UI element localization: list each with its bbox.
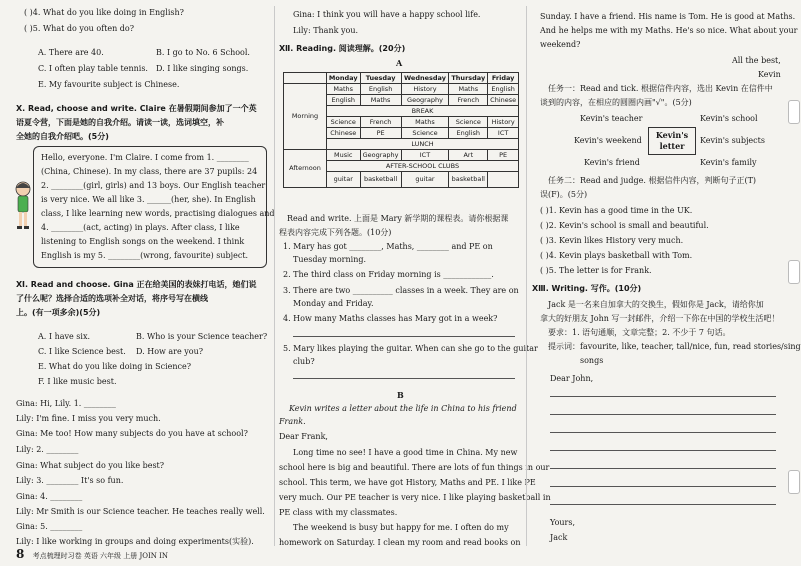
side-tab [788,260,800,284]
letter-line: Dear Frank, [279,432,328,441]
intro-textbox [33,146,267,268]
writing-line[interactable] [550,504,776,505]
tick-option[interactable]: Kevin's friend [584,158,640,167]
tick-option[interactable]: Kevin's teacher [580,114,643,123]
judge-item: ( )1. Kevin has a good time in the UK. [540,206,693,215]
judge-item: ( )3. Kevin likes History very much. [540,236,684,245]
dialog-line: Lily: I'm fine. I miss you very much. [16,414,161,423]
writing-line[interactable] [550,414,776,415]
question-line: ( )4. What do you like doing in English? [24,8,184,17]
question-line: ( )5. What do you often do? [24,24,135,33]
judge-item: ( )5. The letter is for Frank. [540,266,652,275]
part-a-label: A [396,58,403,68]
section-10-title: 全她的自我介绍吧。(5分) [16,132,109,141]
column-right [532,0,801,566]
dialog-line: Lily: Thank you. [293,26,359,35]
timetable-cell: French [449,95,488,106]
question-line: 1. Mary has got ________, Maths, ________ and PE on [283,242,493,251]
timetable-cell: Geography [360,150,401,161]
letter-intro: Kevin writes a letter about the life in China to his friend [289,404,517,413]
section-12-title: Ⅻ. Reading. 阅读理解。(20分) [279,44,406,53]
timetable-cell: Chinese [327,128,361,139]
column-divider [274,6,275,546]
task-1-title: 任务一：Read and tick. 根据信件内容，选出 Kevin 在信件中 [548,84,773,93]
section-13-title: ⅩⅢ. Writing. 写作。(10分) [532,284,642,293]
page-footer [16,547,168,561]
timetable-cell: History [401,84,449,95]
option: A. There are 40. [38,48,104,57]
page-number: 8 [16,547,25,561]
timetable-cell: Science [449,117,488,128]
dialog-line: Gina: Me too! How many subjects do you have at school? [16,429,248,438]
part-b-label: B [397,390,404,400]
letter-line: weekend? [540,40,581,49]
question-line: Monday and Friday. [293,299,374,308]
answer-line[interactable] [293,378,515,379]
letter-closing: All the best, [732,56,781,65]
column-left [16,0,275,566]
center-label: letter [659,141,685,151]
task-1-title: 谈到的内容，在相应的圆圈内画"√"。(5分) [540,98,692,107]
timetable-cell: ICT [401,150,449,161]
dialog-line: Gina: I think you will have a happy school life. [293,10,481,19]
letter-line: The weekend is busy but happy for me. I often do my [293,523,509,532]
letter-line: homework on Saturday. I clean my room and read books on [279,538,521,547]
option: E. My favourite subject is Chinese. [38,80,180,89]
question-line: club? [293,357,315,366]
letter-signature: Kevin [758,70,781,79]
timetable-cell: English [360,84,401,95]
timetable-cell: English [327,95,361,106]
day-header: Friday [488,73,519,84]
letter-line: And he helps me with my Maths. He's so nice. What about your [540,26,798,35]
writing-prompt: 提示词：favourite, like, teacher, tall/nice, fun, read stories/sing [548,342,801,351]
timetable-cell: French [360,117,401,128]
kevins-letter-box [648,127,696,155]
column-middle [279,0,551,566]
timetable-cell: Science [327,117,361,128]
column-divider [526,6,527,546]
option: B. I go to No. 6 School. [156,48,250,57]
question-line: 4. How many Maths classes has Mary got in a week? [283,314,498,323]
timetable-cell: Maths [360,95,401,106]
judge-item: ( )2. Kevin's school is small and beautiful. [540,221,709,230]
timetable-cell: Science [401,128,449,139]
afternoon-label: Afternoon [284,150,327,188]
day-header: Tuesday [360,73,401,84]
center-label: Kevin's [655,130,689,140]
task-2-title: 误(F)。(5分) [540,190,588,199]
choice: D. How are you? [136,347,204,356]
section-10-title: 语夏令营，下面是她的自我介绍。请读一读，选词填空，补 [16,118,224,127]
letter-line: school here is big and beautiful. There are lots of fun things in our [279,463,550,472]
day-header: Thursday [449,73,488,84]
answer-line[interactable] [293,336,515,337]
break-row: BREAK [327,106,519,117]
footer-text: 考点梳理时习卷 英语 六年级 上册 JOIN IN [32,552,169,560]
writing-prompt: 要求：1. 语句通顺，文章完整；2. 不少于 7 句话。 [548,328,731,337]
timetable-cell: Maths [327,84,361,95]
dialog-line: Lily: Mr Smith is our Science teacher. He teaches really well. [16,507,265,516]
question-line: Tuesday morning. [293,255,367,264]
section-11-title: Ⅺ. Read and choose. Gina 正在给美国的表妹打电话，她们说 [16,280,257,289]
letter-line: school. This term, we have got History, Maths and PE. I like PE [279,478,536,487]
timetable-cell: English [488,84,519,95]
timetable-cell: PE [488,150,519,161]
letter-line: Sunday. I have a friend. His name is Tom. He is good at Maths. [540,12,796,21]
writing-line[interactable] [550,432,776,433]
section-11-title: 了什么呢？选择合适的选项补全对话，将序号写在横线 [16,294,208,303]
lunch-row: LUNCH [327,139,519,150]
writing-prompt: 拿大的好朋友 John 写一封邮件，介绍一下你在中国的学校生活吧！ [540,314,780,323]
timetable-cell: guitar [327,172,361,188]
writing-prompt: Jack 是一名来自加拿大的交换生，假如你是 Jack，请给你加 [548,300,764,309]
timetable-cell: ICT [488,128,519,139]
writing-line[interactable] [550,450,776,451]
tick-option[interactable]: Kevin's school [700,114,758,123]
letter-intro: Frank. [279,417,306,426]
timetable-cell: Art [449,150,488,161]
tick-option[interactable]: Kevin's subjects [700,136,765,145]
task-2-title: 任务二：Read and judge. 根据信件内容，判断句子正(T) [548,176,757,185]
clubs-row: AFTER-SCHOOL CLUBS [327,161,519,172]
dialog-line: Lily: I like working in groups and doing experiments(实验). [16,537,254,546]
box-line: English is my 5. ________(wrong, favourite) subject. [41,251,249,260]
box-line: 4. ________(act, acting) in plays. After class, I like [41,223,240,232]
closing: Yours, [550,518,576,527]
timetable-cell: Maths [449,84,488,95]
girl-illustration-icon [12,180,34,234]
tick-option[interactable]: Kevin's family [700,158,757,167]
box-line: listening to English songs on the weekend. I think [41,237,245,246]
signature: Jack [550,533,568,542]
timetable-cell [488,172,519,188]
box-line: 2. ________(girl, girls) and 13 boys. Our English teacher [41,181,266,190]
dialog-line: Gina: 5. ________ [16,522,83,531]
question-line: 5. Mary likes playing the guitar. When can she go to the guitar [283,344,538,353]
instruction: 程表内容完成下列各题。(10分) [279,228,392,237]
writing-line[interactable] [550,396,776,397]
box-line: class, I like learning new words, practising dialogues and [41,209,275,218]
dialog-line: Gina: Hi, Lily. 1. ________ [16,399,116,408]
choice: B. Who is your Science teacher? [136,332,268,341]
dialog-line: Lily: 2. ________ [16,445,79,454]
question-line: 2. The third class on Friday morning is ____________. [283,270,494,279]
salutation: Dear John, [550,374,594,383]
box-line: (China, Chinese). In my class, there are 37 pupils: 24 [41,167,258,176]
option: C. I often play table tennis. [38,64,148,73]
judge-item: ( )4. Kevin plays basketball with Tom. [540,251,693,260]
question-line: 3. There are two __________ classes in a week. They are on [283,286,519,295]
tick-option[interactable]: Kevin's weekend [574,136,642,145]
choice: E. What do you like doing in Science? [38,362,192,371]
choice: C. I like Science best. [38,347,126,356]
letter-line: very much. Our PE teacher is very nice. I like playing basketball in [279,493,551,502]
option: D. I like singing songs. [156,64,249,73]
timetable-cell: Chinese [488,95,519,106]
choice: A. I have six. [38,332,91,341]
instruction: Read and write. 上面是 Mary 新学期的课程表。请你根据课 [287,214,509,223]
side-tab [788,470,800,494]
timetable-cell: basketball [360,172,401,188]
timetable-cell: Geography [401,95,449,106]
box-line: Hello, everyone. I'm Claire. I come from 1. ________ [41,153,249,162]
letter-line: Long time no see! I have a good time in China. My new [293,448,518,457]
box-line: is very nice. We all like 3. ______(her, she). In English [41,195,256,204]
timetable [283,72,519,188]
dialog-line: Gina: What subject do you like best? [16,461,165,470]
section-10-title: Ⅹ. Read, choose and write. Claire 在暑假期间参加了一个英 [16,104,257,113]
timetable-cell: English [449,128,488,139]
timetable-cell: guitar [401,172,449,188]
timetable-cell: Music [327,150,361,161]
morning-label: Morning [284,84,327,150]
writing-line[interactable] [550,468,776,469]
dialog-line: Gina: 4. ________ [16,492,83,501]
timetable-cell: basketball [449,172,488,188]
timetable-cell: PE [360,128,401,139]
day-header: Wednesday [401,73,449,84]
letter-line: PE class with my classmates. [279,508,398,517]
section-11-title: 上。(有一项多余)(5分) [16,308,101,317]
choice: F. I like music best. [38,377,117,386]
day-header: Monday [327,73,361,84]
timetable-cell: History [488,117,519,128]
side-tab [788,100,800,124]
timetable-cell: Maths [401,117,449,128]
writing-prompt: songs [580,356,604,365]
writing-line[interactable] [550,486,776,487]
dialog-line: Lily: 3. ________ It's so fun. [16,476,124,485]
